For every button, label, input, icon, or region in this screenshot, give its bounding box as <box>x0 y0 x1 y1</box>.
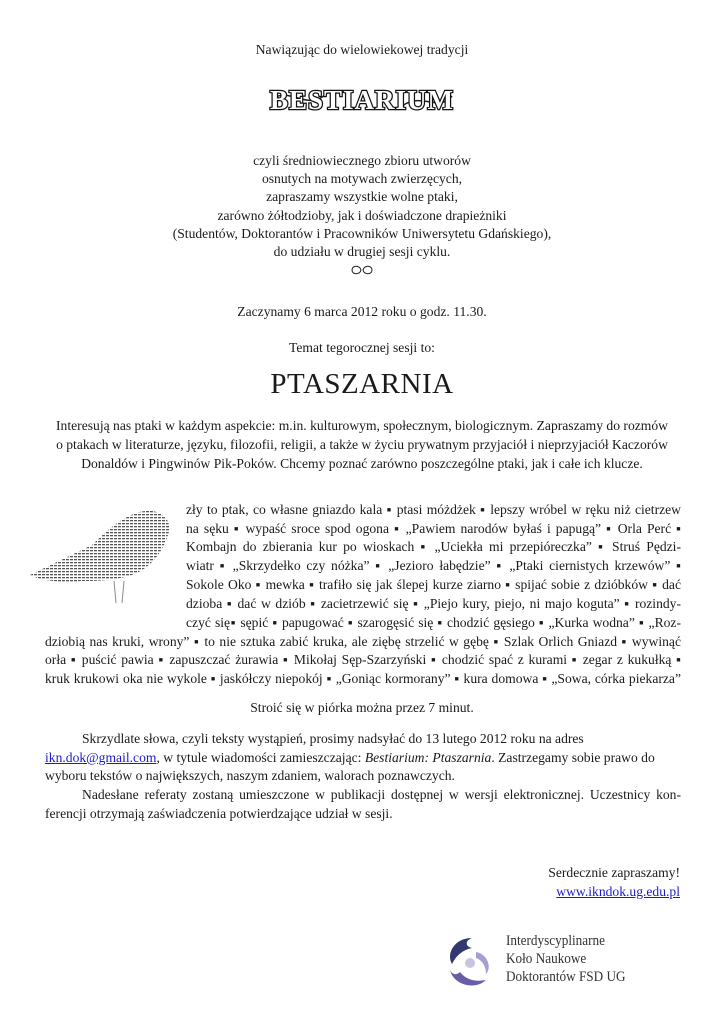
website-link[interactable]: www.ikndok.ug.edu.pl <box>556 883 680 899</box>
topic-intro: Temat tegorocznej sesji to: <box>289 340 435 355</box>
submit-line: ferencji otrzymają zaświadczenia potwierdzające udział w sesji. <box>45 805 393 821</box>
logo-text: BESTIARIUM <box>269 85 455 115</box>
org-name-line: Koło Naukowe <box>506 951 587 967</box>
ornament-icon <box>0 264 724 280</box>
idiom-line: kruk krukowi oka nie wykole ▪ jaskółczy niepokój ▪ „Goniąc kormorany” ▪ kura domowa ▪ „Sowa, córka piekarza” <box>45 671 681 686</box>
invite-line: czyli średniowiecznego zbioru utworów <box>253 153 471 168</box>
paragraph-line: o ptakach w literaturze, języku, filozofii, religii, a także w życiu prywatnym przyjaciół i nieprzyjaciół Kaczorów <box>56 436 668 452</box>
org-name <box>506 932 626 986</box>
bestiarium-logo <box>268 80 456 120</box>
submit-line <box>45 749 681 768</box>
text: . Zastrzegamy sobie prawo do <box>491 749 655 765</box>
idiom-line: czyć się▪ sępić ▪ papugować ▪ szarogęsić się ▪ chodzić gęsiego ▪ „Kurka wodna” ▪ „Roz- <box>186 615 681 630</box>
closing-block <box>548 864 680 901</box>
email-link[interactable]: ikn.dok@gmail.com <box>45 749 157 765</box>
invite-line: zarówno żółtodzioby, jak i doświadczone drapieżniki <box>217 207 507 223</box>
page-title: PTASZARNIA <box>270 368 454 400</box>
submit-line: Nadesłane referaty zostaną umieszczone w publikacji dostępnej w wersji elektronicznej. Uczestnicy kon- <box>82 787 681 803</box>
idiom-line: zły to ptak, co własne gniazdo kala ▪ ptasi móżdżek ▪ lepszy wróbel w ręku niż cietrzew <box>186 502 681 517</box>
text: , w tytule wiadomości zamieszczając: <box>156 749 365 765</box>
paragraph-line: Interesują nas ptaki w każdym aspekcie: m.in. kulturowym, społecznym, biologicznym. Zapraszamy do rozmów <box>56 418 668 433</box>
italic-title: Bestiarium: Ptaszarnia <box>364 749 492 765</box>
bird-calligram-image <box>22 505 184 605</box>
invite-line: zapraszamy wszystkie wolne ptaki, <box>266 189 458 205</box>
idiom-line: dziobią nas kruki, wrony” ▪ to nie sztuka zabić kruka, ale ziębę strzelić w gębę ▪ Szlak Orlich Gniazd ▪ wywinąć <box>45 634 681 649</box>
paragraph-line: Donaldów i Pingwinów Pik-Poków. Chcemy poznać zarówno poszczególne ptaki, jak i całe ich klucze. <box>81 455 643 471</box>
idiom-line: orła ▪ puścić pawia ▪ zapuszczać żurawia ▪ Mikołaj Sęp-Szarzyński ▪ chodzić spać z kurami ▪ zegar z kukułką ▪ <box>45 652 681 667</box>
idiom-line: wiatr ▪ „Skrzydełko czy nóżka” ▪ „Jezioro łabędzie” ▪ „Ptaki ciernistych krzewów” ▪ <box>186 558 681 573</box>
submission-paragraph <box>45 730 681 824</box>
invitation <box>0 152 724 261</box>
idiom-line: Sokole Oko ▪ mewka ▪ trafiło się jak ślepej kurze ziarno ▪ spijać sobie z dzióbków ▪ dać <box>186 577 681 592</box>
time-limit: Stroić się w piórka można przez 7 minut. <box>250 700 474 715</box>
invite-line: (Studentów, Doktorantów i Pracowników Uniwersytetu Gdańskiego), <box>172 225 552 241</box>
idiom-line: dzioba ▪ dać w dziób ▪ zacietrzewić się ▪ „Piejo kury, piejo, ni majo koguta” ▪ rozindy- <box>186 596 681 611</box>
intro-text: Nawiązując do wielowiekowej tradycji <box>255 42 469 57</box>
organization-logo <box>442 930 672 992</box>
invite-line: do udziału w drugiej sesji cyklu. <box>273 244 451 260</box>
swirl-logo-icon <box>442 934 498 990</box>
submit-line: Skrzydlate słowa, czyli teksty wystąpień, prosimy nadsyłać do 13 lutego 2012 roku na adres <box>82 731 584 746</box>
invite-line: osnutych na motywach zwierzęcych, <box>261 171 463 187</box>
closing-text: Serdecznie zapraszamy! <box>548 865 680 880</box>
idiom-line: na sęku ▪ wypaść sroce spod ogona ▪ „Pawiem narodów byłaś i papugą” ▪ Orla Perć ▪ <box>186 521 681 536</box>
org-name-line: Doktorantów FSD UG <box>506 969 626 985</box>
org-name-line: Interdyscyplinarne <box>506 933 605 949</box>
submit-line: wyboru tekstów o największych, naszym zdaniem, walorach poznawczych. <box>45 768 455 784</box>
start-date: Zaczynamy 6 marca 2012 roku o godz. 11.30. <box>237 304 487 319</box>
interest-paragraph <box>0 417 724 473</box>
idiom-line: Kombajn do zbierania kur po wioskach ▪ „Uciekła mi przepióreczka” ▪ Struś Pędzi- <box>186 539 681 554</box>
